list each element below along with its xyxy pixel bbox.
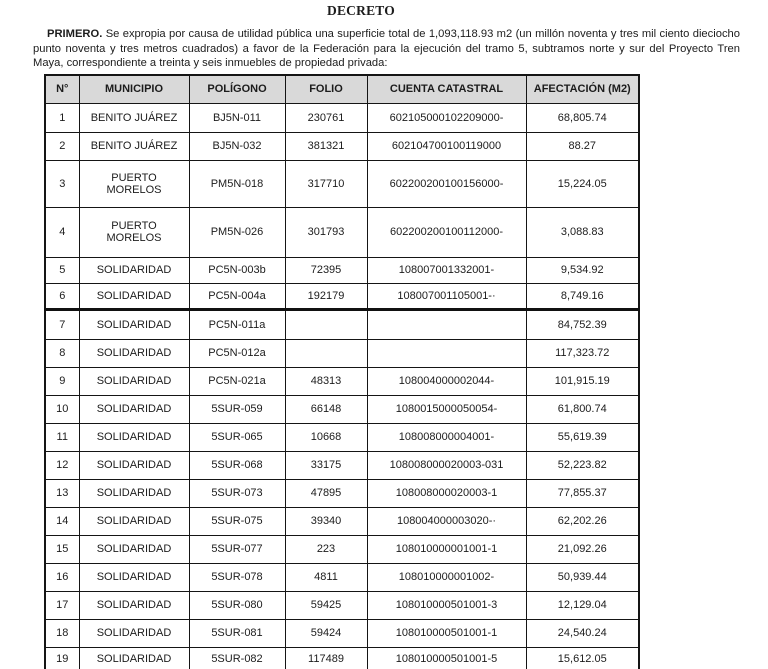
cell-number: 8 xyxy=(45,339,79,367)
table-row xyxy=(45,132,639,160)
cell-afectacion: 52,223.82 xyxy=(526,451,639,479)
cell-afectacion: 84,752.39 xyxy=(526,309,639,339)
table-row xyxy=(45,395,639,423)
paragraph-body: Se expropia por causa de utilidad pública una superficie total de 1,093,118.93 m2 (un millón noventa y tres mil ciento dieciocho punto noventa y tres metros cuadrados) a favor de la Federación para la ejecución del tramo 5, subtramos norte y sur del Proyecto Tren Maya, correspondiente a treinta y seis inmuebles de propiedad privada: xyxy=(33,28,740,70)
cell-municipio: BENITO JUÁREZ xyxy=(79,132,189,160)
cell-poligono: BJ5N-011 xyxy=(189,103,285,132)
cell-poligono: PC5N-012a xyxy=(189,339,285,367)
cell-folio: 223 xyxy=(285,535,367,563)
cell-municipio: SOLIDARIDAD xyxy=(79,479,189,507)
cell-number: 7 xyxy=(45,309,79,339)
column-header-municipio: MUNICIPIO xyxy=(79,75,189,103)
table-row xyxy=(45,423,639,451)
cell-number: 10 xyxy=(45,395,79,423)
cell-municipio: SOLIDARIDAD xyxy=(79,283,189,309)
cell-cuenta-catastral xyxy=(367,309,526,339)
cell-number: 19 xyxy=(45,647,79,669)
column-header-folio: FOLIO xyxy=(285,75,367,103)
cell-number: 17 xyxy=(45,591,79,619)
table-row xyxy=(45,367,639,395)
cell-municipio: SOLIDARIDAD xyxy=(79,339,189,367)
cell-afectacion: 3,088.83 xyxy=(526,207,639,257)
cell-municipio: PUERTO MORELOS xyxy=(79,160,189,207)
cell-cuenta-catastral: 108004000003020-· xyxy=(367,507,526,535)
cell-afectacion: 12,129.04 xyxy=(526,591,639,619)
cell-municipio: SOLIDARIDAD xyxy=(79,395,189,423)
cell-municipio: SOLIDARIDAD xyxy=(79,451,189,479)
table-row xyxy=(45,160,639,207)
cell-municipio: SOLIDARIDAD xyxy=(79,309,189,339)
table-row xyxy=(45,591,639,619)
paragraph-lead: PRIMERO. xyxy=(47,28,103,40)
table-body xyxy=(45,103,639,669)
cell-folio: 39340 xyxy=(285,507,367,535)
cell-number: 5 xyxy=(45,257,79,283)
cell-municipio: BENITO JUÁREZ xyxy=(79,103,189,132)
cell-number: 1 xyxy=(45,103,79,132)
cell-cuenta-catastral: 108010000001001-1 xyxy=(367,535,526,563)
cell-poligono: 5SUR-078 xyxy=(189,563,285,591)
cell-afectacion: 50,939.44 xyxy=(526,563,639,591)
table-row xyxy=(45,535,639,563)
cell-folio xyxy=(285,309,367,339)
cell-cuenta-catastral: 108008000020003-031 xyxy=(367,451,526,479)
cell-folio: 33175 xyxy=(285,451,367,479)
cell-folio: 66148 xyxy=(285,395,367,423)
cell-number: 11 xyxy=(45,423,79,451)
cell-cuenta-catastral: 108010000001002- xyxy=(367,563,526,591)
cell-poligono: 5SUR-082 xyxy=(189,647,285,669)
cell-cuenta-catastral: 108010000501001-3 xyxy=(367,591,526,619)
cell-number: 14 xyxy=(45,507,79,535)
table-row xyxy=(45,451,639,479)
cell-folio: 72395 xyxy=(285,257,367,283)
cell-cuenta-catastral: 602200200100156000- xyxy=(367,160,526,207)
cell-cuenta-catastral: 108008000020003-1 xyxy=(367,479,526,507)
cell-cuenta-catastral: 602105000102209000- xyxy=(367,103,526,132)
cell-poligono: PC5N-011a xyxy=(189,309,285,339)
cell-cuenta-catastral: 602200200100112000- xyxy=(367,207,526,257)
expropriation-table xyxy=(44,74,640,669)
cell-number: 9 xyxy=(45,367,79,395)
table-row xyxy=(45,103,639,132)
cell-number: 15 xyxy=(45,535,79,563)
cell-number: 18 xyxy=(45,619,79,647)
column-header-poligono: POLÍGONO xyxy=(189,75,285,103)
cell-folio: 192179 xyxy=(285,283,367,309)
cell-poligono: 5SUR-059 xyxy=(189,395,285,423)
cell-afectacion: 62,202.26 xyxy=(526,507,639,535)
cell-poligono: PM5N-026 xyxy=(189,207,285,257)
cell-afectacion: 8,749.16 xyxy=(526,283,639,309)
table-row xyxy=(45,479,639,507)
cell-cuenta-catastral: 108007001332001- xyxy=(367,257,526,283)
cell-afectacion: 101,915.19 xyxy=(526,367,639,395)
table-header xyxy=(45,75,639,103)
table-row xyxy=(45,647,639,669)
cell-poligono: BJ5N-032 xyxy=(189,132,285,160)
decree-paragraph-primero xyxy=(33,27,740,71)
column-header-afectacion: AFECTACIÓN (M2) xyxy=(526,75,639,103)
cell-number: 3 xyxy=(45,160,79,207)
table-row xyxy=(45,339,639,367)
cell-folio: 59425 xyxy=(285,591,367,619)
cell-folio: 4811 xyxy=(285,563,367,591)
column-header-cuenta-catastral: CUENTA CATASTRAL xyxy=(367,75,526,103)
cell-number: 4 xyxy=(45,207,79,257)
cell-afectacion: 68,805.74 xyxy=(526,103,639,132)
cell-municipio: SOLIDARIDAD xyxy=(79,423,189,451)
cell-municipio: SOLIDARIDAD xyxy=(79,563,189,591)
cell-cuenta-catastral: 108010000501001-1 xyxy=(367,619,526,647)
cell-folio: 381321 xyxy=(285,132,367,160)
cell-municipio: SOLIDARIDAD xyxy=(79,535,189,563)
cell-afectacion: 88.27 xyxy=(526,132,639,160)
cell-municipio: SOLIDARIDAD xyxy=(79,367,189,395)
cell-number: 6 xyxy=(45,283,79,309)
cell-folio: 117489 xyxy=(285,647,367,669)
document-title: DECRETO xyxy=(327,3,395,18)
cell-afectacion: 61,800.74 xyxy=(526,395,639,423)
cell-cuenta-catastral: 108007001105001-· xyxy=(367,283,526,309)
cell-afectacion: 117,323.72 xyxy=(526,339,639,367)
cell-afectacion: 77,855.37 xyxy=(526,479,639,507)
cell-poligono: 5SUR-080 xyxy=(189,591,285,619)
cell-cuenta-catastral: 602104700100119000 xyxy=(367,132,526,160)
cell-cuenta-catastral: 108004000002044- xyxy=(367,367,526,395)
cell-poligono: PC5N-021a xyxy=(189,367,285,395)
cell-cuenta-catastral xyxy=(367,339,526,367)
cell-folio: 59424 xyxy=(285,619,367,647)
cell-number: 12 xyxy=(45,451,79,479)
cell-cuenta-catastral: 108010000501001-5 xyxy=(367,647,526,669)
cell-poligono: PM5N-018 xyxy=(189,160,285,207)
cell-number: 16 xyxy=(45,563,79,591)
cell-cuenta-catastral: 108008000004001- xyxy=(367,423,526,451)
cell-folio: 10668 xyxy=(285,423,367,451)
cell-afectacion: 9,534.92 xyxy=(526,257,639,283)
cell-municipio: SOLIDARIDAD xyxy=(79,647,189,669)
table-row xyxy=(45,257,639,283)
cell-afectacion: 24,540.24 xyxy=(526,619,639,647)
table-row xyxy=(45,619,639,647)
cell-cuenta-catastral: 1080015000050054- xyxy=(367,395,526,423)
table-row xyxy=(45,309,639,339)
cell-municipio: SOLIDARIDAD xyxy=(79,507,189,535)
cell-municipio: SOLIDARIDAD xyxy=(79,257,189,283)
cell-folio: 47895 xyxy=(285,479,367,507)
cell-municipio: SOLIDARIDAD xyxy=(79,591,189,619)
column-header-numero: N° xyxy=(45,75,79,103)
cell-poligono: 5SUR-065 xyxy=(189,423,285,451)
cell-municipio: SOLIDARIDAD xyxy=(79,619,189,647)
cell-number: 2 xyxy=(45,132,79,160)
cell-number: 13 xyxy=(45,479,79,507)
cell-afectacion: 55,619.39 xyxy=(526,423,639,451)
table-row xyxy=(45,563,639,591)
table-row xyxy=(45,207,639,257)
cell-poligono: 5SUR-068 xyxy=(189,451,285,479)
cell-folio: 230761 xyxy=(285,103,367,132)
table-header-row xyxy=(45,75,639,103)
cell-poligono: PC5N-004a xyxy=(189,283,285,309)
cell-folio: 301793 xyxy=(285,207,367,257)
cell-folio xyxy=(285,339,367,367)
cell-municipio: PUERTO MORELOS xyxy=(79,207,189,257)
cell-afectacion: 21,092.26 xyxy=(526,535,639,563)
cell-poligono: 5SUR-077 xyxy=(189,535,285,563)
cell-poligono: 5SUR-075 xyxy=(189,507,285,535)
cell-poligono: 5SUR-073 xyxy=(189,479,285,507)
table-row xyxy=(45,283,639,309)
table-row xyxy=(45,507,639,535)
cell-afectacion: 15,224.05 xyxy=(526,160,639,207)
cell-poligono: 5SUR-081 xyxy=(189,619,285,647)
cell-folio: 317710 xyxy=(285,160,367,207)
cell-poligono: PC5N-003b xyxy=(189,257,285,283)
cell-afectacion: 15,612.05 xyxy=(526,647,639,669)
cell-folio: 48313 xyxy=(285,367,367,395)
